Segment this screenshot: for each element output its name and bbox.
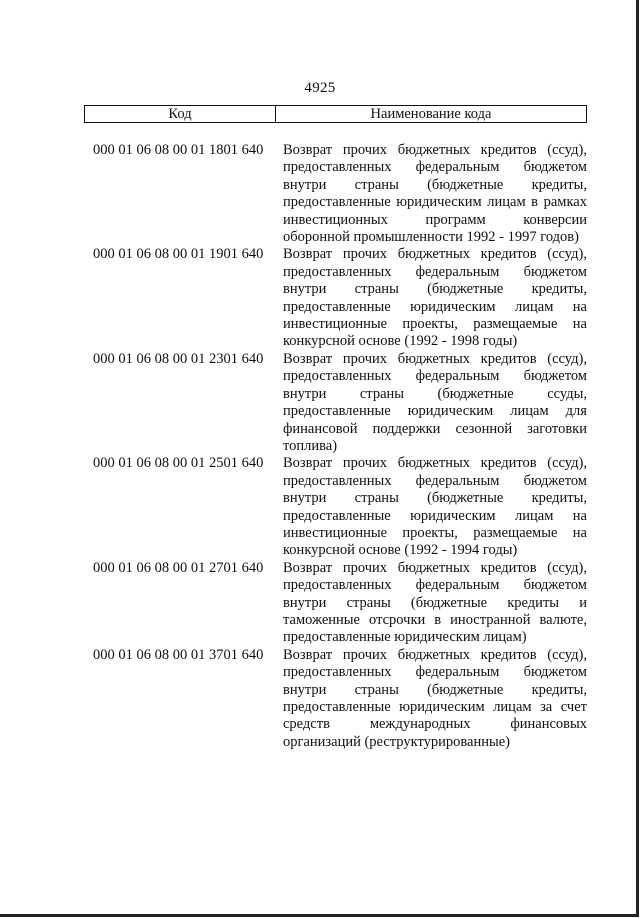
word: страны [354,681,399,698]
word: предоставленных [283,159,392,176]
entry-code: 000 01 06 08 00 01 2501 640 [93,455,264,472]
word: в [531,194,539,211]
word: страны [354,490,399,507]
word: прочих [342,246,388,263]
word: предоставленных [283,263,392,280]
word: на [572,507,587,524]
word: внутри [283,594,327,611]
entry-code: 000 01 06 08 00 01 1801 640 [93,142,264,158]
word: страны [354,281,399,298]
description-line [283,159,587,176]
description-line: организаций (реструктурированные) [283,733,510,750]
description-line [283,264,587,281]
entry-description [283,455,587,559]
word: кредитов [480,246,537,263]
word: предоставленные [283,194,391,211]
word: бюджетных [397,350,470,367]
word: предоставленных [283,368,392,385]
description-line [283,577,587,594]
description-line [283,177,587,194]
description-line: конкурсной основе (1992 - 1998 годы) [283,333,518,350]
description-line: предоставленные юридическим лицам) [283,629,527,646]
word: бюджетом [523,368,587,385]
word: кредиты [507,594,560,611]
word: бюджетных [397,646,470,663]
description-line [283,664,587,681]
word: заготовки [527,420,587,437]
header-code: Код [85,106,276,122]
description-line [283,490,587,507]
word: бюджетом [523,263,587,280]
word: (ссуд), [547,646,587,663]
word: Возврат [283,350,333,367]
entry-code: 000 01 06 08 00 01 2701 640 [93,559,264,576]
word: Возврат [283,455,333,472]
word: бюджетных [397,142,470,158]
word: внутри [283,281,327,298]
word: прочих [342,350,388,367]
description-line [283,421,587,438]
description-line: топлива) [283,437,338,454]
word: размещаемые [473,524,558,541]
table-row [93,351,587,455]
word: валюте, [539,611,587,628]
word: размещаемые [473,316,558,333]
description-line [283,525,587,542]
entry-description [283,560,587,647]
word: бюджетных [397,455,470,472]
word: кредитов [480,142,537,158]
word: лицам [515,507,554,524]
page-number: 4925 [304,80,336,96]
description-line [283,281,587,298]
description-line [283,316,587,333]
entry-description [283,142,587,246]
word: на [572,524,587,541]
description-line [283,212,587,229]
word: бюджетом [523,664,587,681]
word: (ссуд), [547,559,587,576]
word: (бюджетные [427,490,504,507]
word: предоставленные [283,507,391,524]
word: страны [346,594,391,611]
word: бюджетом [523,577,587,594]
word: инвестиционные [283,316,388,333]
word: (бюджетные [437,385,514,402]
word: предоставленные [283,298,391,315]
description-line [283,699,587,716]
word: внутри [283,176,327,193]
description-line [283,142,587,159]
description-line [283,194,587,211]
word: проекты, [402,524,458,541]
word: Возврат [283,246,333,263]
word: поддержки [372,420,441,437]
word: юридическим [410,298,496,315]
word: лицам [493,699,532,715]
word: кредиты, [531,490,587,507]
description-line [283,560,587,577]
word: Возврат [283,559,333,576]
word: таможенные [283,611,360,628]
word: федеральным [415,664,500,681]
word: федеральным [415,368,500,385]
word: сезонной [455,420,513,437]
word: бюджетных [397,559,470,576]
description-line: конкурсной основе (1992 - 1994 годы) [283,542,518,559]
word: внутри [283,681,327,698]
word: лицам [515,298,554,315]
word: кредитов [480,646,537,663]
word: Возврат [283,646,333,663]
word: бюджетом [523,159,587,176]
word: инвестиционных [283,211,388,228]
word: (бюджетные [427,281,504,298]
description-line [283,716,587,733]
description-line [283,351,587,368]
description-line [283,508,587,525]
description-line [283,386,587,403]
table-header [84,105,587,123]
description-line [283,612,587,629]
description-line: оборонной промышленности 1992 - 1997 годов) [283,229,579,246]
description-line [283,647,587,664]
word: иностранной [450,611,531,628]
table-row [93,455,587,559]
word: в [434,611,442,628]
word: (ссуд), [547,142,587,158]
entry-description [283,246,587,350]
entry-description [283,351,587,455]
word: федеральным [415,472,500,489]
table-row [93,246,587,350]
word: прочих [342,142,388,158]
word: на [572,298,587,315]
word: предоставленные [283,403,391,420]
word: лицам [510,403,549,420]
word: кредиты, [531,681,587,698]
word: (бюджетные [427,681,504,698]
description-line [283,246,587,263]
word: счет [560,699,587,715]
word: отсрочки [369,611,426,628]
word: федеральным [415,263,500,280]
word: прочих [342,559,388,576]
word: предоставленных [283,577,392,594]
word: юридическим [407,403,494,420]
word: (бюджетные [427,176,504,193]
table-row [93,142,587,246]
word: кредиты, [531,281,587,298]
word: юридическим [396,194,482,211]
word: федеральным [415,577,500,594]
description-line [283,595,587,612]
word: проекты, [402,316,458,333]
word: прочих [342,646,388,663]
word: инвестиционные [283,524,388,541]
word: юридическим [399,699,485,715]
word: конверсии [523,211,587,228]
word: (ссуд), [547,350,587,367]
code-entries [93,142,587,751]
description-line [283,403,587,420]
word: предоставленных [283,664,392,681]
word: финансовой [283,420,358,437]
word: (бюджетные [410,594,488,611]
word: кредиты, [531,176,587,193]
word: предоставленных [283,472,392,489]
word: лицам [487,194,526,211]
table-row [93,647,587,751]
word: страны [354,176,399,193]
word: кредитов [480,350,537,367]
entry-code: 000 01 06 08 00 01 3701 640 [93,646,264,663]
word: предоставленные [283,699,391,715]
word: прочих [342,455,388,472]
description-line [283,299,587,316]
word: ссуды, [547,385,587,402]
word: (ссуд), [547,455,587,472]
table-row [93,560,587,647]
entry-code: 000 01 06 08 00 01 1901 640 [93,246,264,263]
word: финансовых [510,716,587,733]
description-line [283,473,587,490]
word: бюджетных [397,246,470,263]
entry-description [283,647,587,751]
description-line [283,682,587,699]
word: внутри [283,385,327,402]
word: бюджетом [523,472,587,489]
word: за [540,699,553,715]
description-line [283,368,587,385]
word: рамках [543,194,587,211]
word: на [572,316,587,333]
word: внутри [283,490,327,507]
word: и [579,594,587,611]
description-line [283,455,587,472]
word: средств [283,716,330,733]
word: международных [369,716,471,733]
word: юридическим [410,507,496,524]
word: федеральным [415,159,500,176]
word: программ [425,211,486,228]
header-name: Наименование кода [370,106,492,122]
word: страны [359,385,405,402]
word: для [565,403,587,420]
word: (ссуд), [547,246,587,263]
word: кредитов [480,559,537,576]
word: Возврат [283,142,333,158]
word: кредитов [480,455,537,472]
entry-code: 000 01 06 08 00 01 2301 640 [93,350,264,367]
